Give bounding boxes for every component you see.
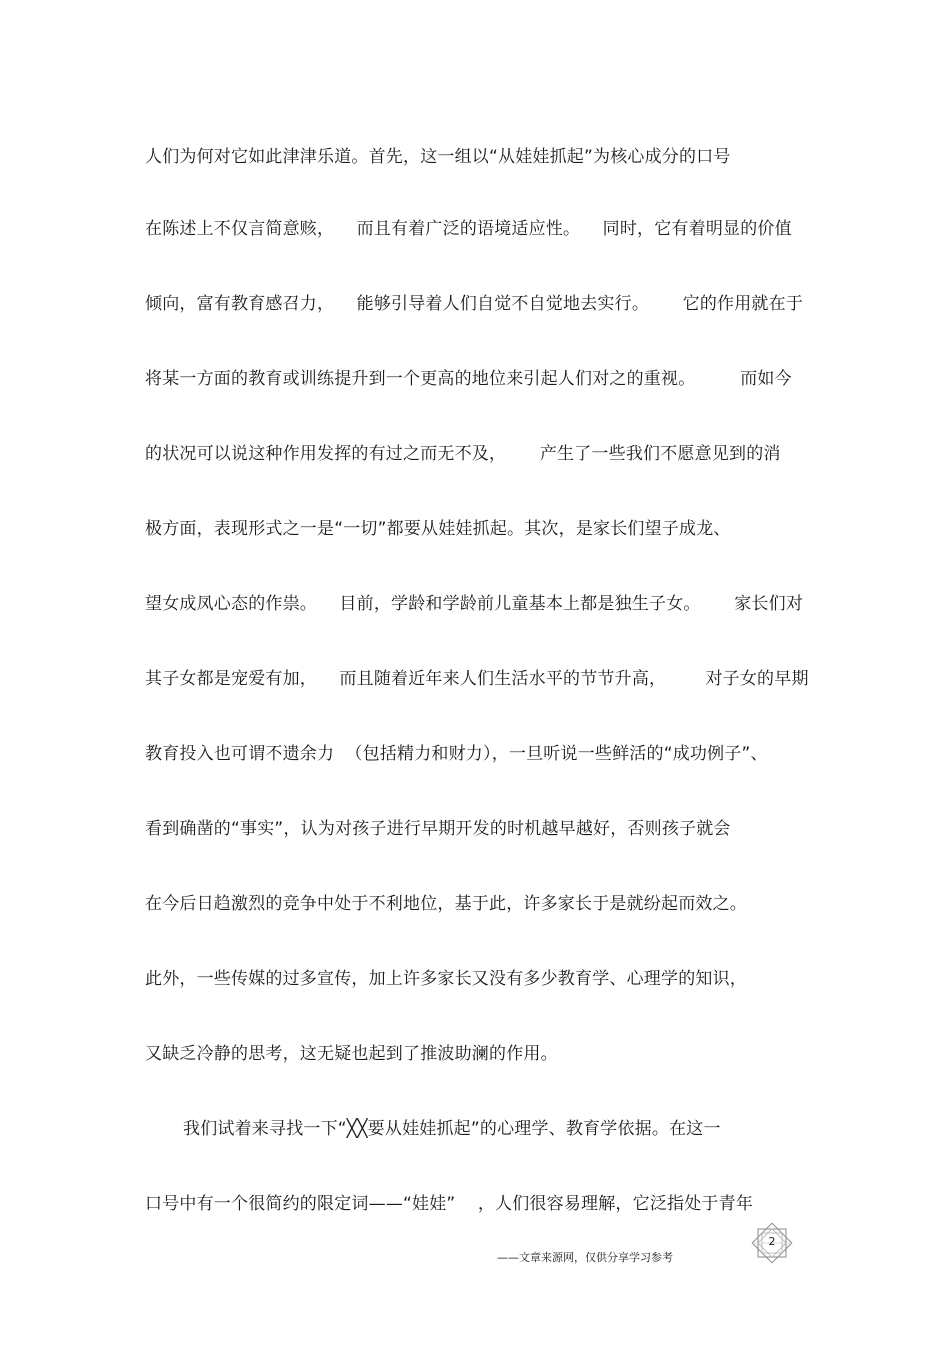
text-line: 在今后日趋激烈的竞争中处于不利地位，基于此，许多家长于是就纷起而效之。: [145, 894, 747, 914]
paragraph-first-line: 我们试着来寻找一下“╳╳要从娃娃抓起”的心理学、教育学依据。在这一: [183, 1119, 721, 1139]
text-line: 又缺乏冷静的思考，这无疑也起到了推波助澜的作用。: [145, 1044, 558, 1064]
text-line: 其子女都是宠爱有加， 而且随着近年来人们生活水平的节节升高， 对子女的早期: [145, 669, 809, 689]
text-line: 极方面，表现形式之一是“一切”都要从娃娃抓起。其次，是家长们望子成龙、: [145, 519, 731, 539]
text-line: 看到确凿的“事实”，认为对孩子进行早期开发的时机越早越好，否则孩子就会: [145, 819, 731, 839]
text-line: 教育投入也可谓不遗余力 （包括精力和财力），一旦听说一些鲜活的“成功例子”、: [145, 744, 768, 764]
page-number-badge: [748, 1219, 796, 1267]
text-line: 口号中有一个很简约的限定词——“娃娃” ，人们很容易理解，它泛指处于青年: [145, 1194, 754, 1214]
text-line: 在陈述上不仅言简意赅， 而且有着广泛的语境适应性。 同时，它有着明显的价值: [145, 219, 792, 239]
text-line: 将某一方面的教育或训练提升到一个更高的地位来引起人们对之的重视。 而如今: [145, 369, 792, 389]
source-note: ——文章来源网，仅供分享学习参考: [497, 1251, 673, 1264]
text-line: 此外，一些传媒的过多宣传，加上许多家长又没有多少教育学、心理学的知识，: [145, 969, 747, 989]
page-number: 2: [768, 1235, 776, 1248]
text-line: 倾向，富有教育感召力， 能够引导着人们自觉不自觉地去实行。 它的作用就在于: [145, 294, 804, 314]
text-line: 人们为何对它如此津津乐道。首先，这一组以“从娃娃抓起”为核心成分的口号: [145, 147, 731, 167]
text-line: 望女成凤心态的作祟。 目前，学龄和学龄前儿童基本上都是独生子女。 家长们对: [145, 594, 804, 614]
text-line: 的状况可以说这种作用发挥的有过之而无不及， 产生了一些我们不愿意见到的消: [145, 444, 781, 464]
